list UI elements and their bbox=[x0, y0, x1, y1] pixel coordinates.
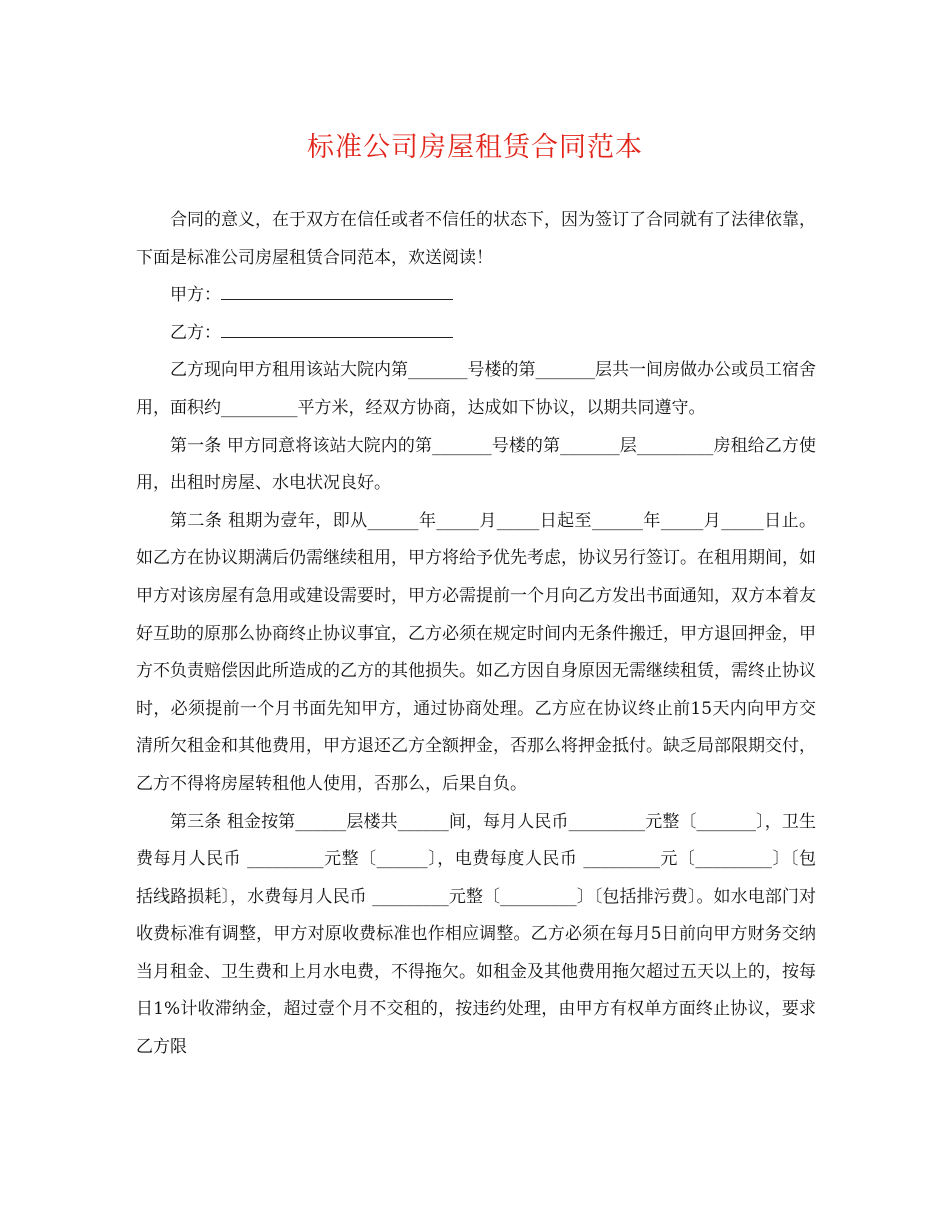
article-2-paragraph: 第二条 租期为壹年，即从______年_____月_____日起至______年_____月_____日止。如乙方在协议期满后仍需继续租用，甲方将给予优先考虑，协议另行签订。在租用期间，如甲方对该房屋有急用或建设需要时，甲方必需提前一个月向乙方发出书面通知，双方本着友好互助的原那么协商终止协议事宜，乙方必须在规定时间内无条件搬迁，甲方退回押金，甲方不负责赔偿因此所造成的乙方的其他损失。如乙方因自身原因无需继续租赁，需终止协议时，必须提前一个月书面先知甲方，通过协商处理。乙方应在协议终止前15天内向甲方交清所欠租金和其他费用，甲方退还乙方全额押金，否那么将押金抵付。缺乏局部限期交付，乙方不得将房屋转租他人使用，否那么，后果自负。 bbox=[136, 510, 816, 794]
document-body bbox=[136, 202, 816, 1067]
article-1-paragraph: 第一条 甲方同意将该站大院内的第_______号楼的第_______层_________房租给乙方使用，出租时房屋、水电状况良好。 bbox=[136, 435, 816, 494]
article-3-paragraph: 第三条 租金按第______层楼共______间，每月人民币_________元整〔_______〕，卫生费每月人民币 _________元整〔______〕，电费每度人民币 _________元〔_________〕〔包括线路损耗〕，水费每月人民币 _________元整〔_________〕〔包括排污费〕。如水电部门对收费标准有调整，甲方对原收费标准也作相应调整。乙方必须在每月5日前向甲方财务交纳当月租金、卫生费和上月水电费，不得拖欠。如租金及其他费用拖欠超过五天以上的，按每日1%计收滞纳金，超过壹个月不交租的，按违约处理，由甲方有权单方面终止协议，要求乙方限 bbox=[136, 811, 816, 1058]
party-a-line bbox=[136, 277, 816, 315]
premise-paragraph: 乙方现向甲方租用该站大院内第_______号楼的第_______层共一间房做办公或员工宿舍用，面积约_________平方米，经双方协商，达成如下协议，以期共同遵守。 bbox=[136, 360, 816, 418]
party-b-blank[interactable] bbox=[221, 317, 453, 338]
party-a-label: 甲方： bbox=[170, 285, 221, 306]
party-b-line bbox=[136, 315, 816, 353]
document-title: 标准公司房屋租赁合同范本 bbox=[307, 132, 643, 163]
party-a-blank[interactable] bbox=[221, 279, 453, 300]
party-b-label: 乙方： bbox=[170, 322, 221, 343]
intro-paragraph: 合同的意义，在于双方在信任或者不信任的状态下，因为签订了合同就有了法律依靠，下面是标准公司房屋租赁合同范本，欢送阅读！ bbox=[136, 210, 816, 268]
